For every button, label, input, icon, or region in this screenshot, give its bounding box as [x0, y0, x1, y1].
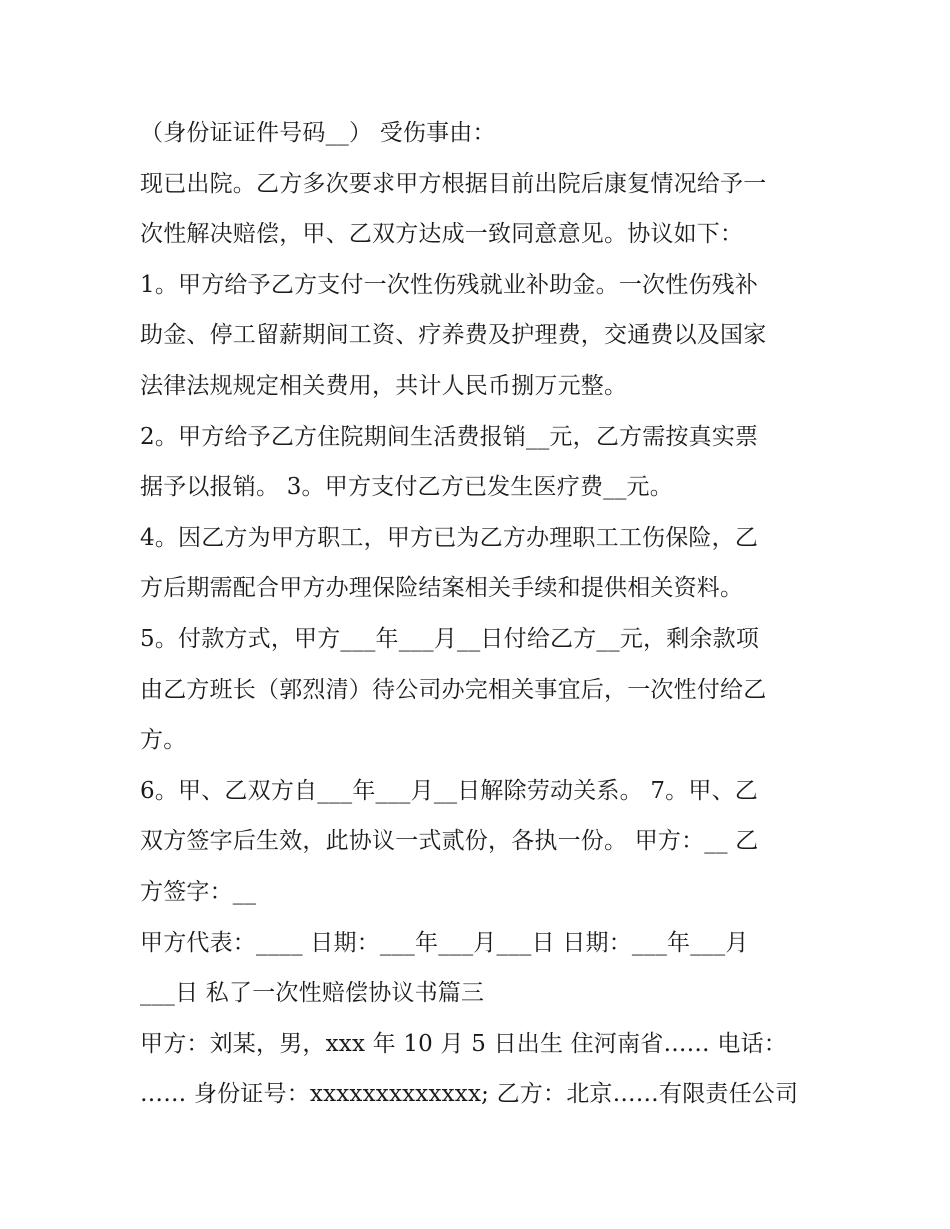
- text-line: 助金、停工留薪期间工资、疗养费及护理费，交通费以及国家: [140, 322, 767, 349]
- text-line: 4。因乙方为甲方职工，甲方已为乙方办理职工工伤保险，乙: [140, 524, 759, 551]
- text-line: 据予以报销。 3。甲方支付乙方已发生医疗费__元。: [140, 474, 673, 501]
- text-line: ___日 私了一次性赔偿协议书篇三: [140, 980, 485, 1007]
- text-line: 方。: [140, 727, 187, 754]
- text-line: 6。甲、乙双方自___年___月__日解除劳动关系。 7。甲、乙: [140, 777, 758, 804]
- document-body: [140, 108, 820, 1120]
- text-line: 方签字：__: [140, 878, 257, 905]
- text-line: 5。付款方式，甲方___年___月__日付给乙方__元，剩余款项: [140, 625, 760, 652]
- text-line: 双方签字后生效，此协议一式贰份，各执一份。 甲方：__ 乙: [140, 828, 759, 855]
- text-line: 2。甲方给予乙方住院期间生活费报销__元，乙方需按真实票: [140, 423, 759, 450]
- text-line: 方后期需配合甲方办理保险结案相关手续和提供相关资料。: [140, 575, 744, 602]
- text-line: 由乙方班长（郭烈清）待公司办完相关事宜后，一次性付给乙: [140, 676, 767, 703]
- text-line: 甲方代表：____ 日期：___年___月___日 日期：___年___月: [140, 929, 749, 956]
- text-line: 法律法规规定相关费用，共计人民币捌万元整。: [140, 372, 628, 399]
- text-line: 现已出院。乙方多次要求甲方根据目前出院后康复情况给予一: [140, 170, 767, 197]
- text-line: 1。甲方给予乙方支付一次性伤残就业补助金。一次性伤残补: [140, 271, 759, 298]
- text-line: （身份证证件号码__） 受伤事由：: [140, 120, 496, 146]
- text-line: …… 身份证号：xxxxxxxxxxxxx; 乙方：北京……有限责任公司: [140, 1081, 799, 1108]
- text-line: 次性解决赔偿，甲、乙双方达成一致同意意见。协议如下：: [140, 221, 744, 248]
- text-line: 甲方：刘某，男，xxx 年 10 月 5 日出生 住河南省…… 电话：: [140, 1030, 787, 1057]
